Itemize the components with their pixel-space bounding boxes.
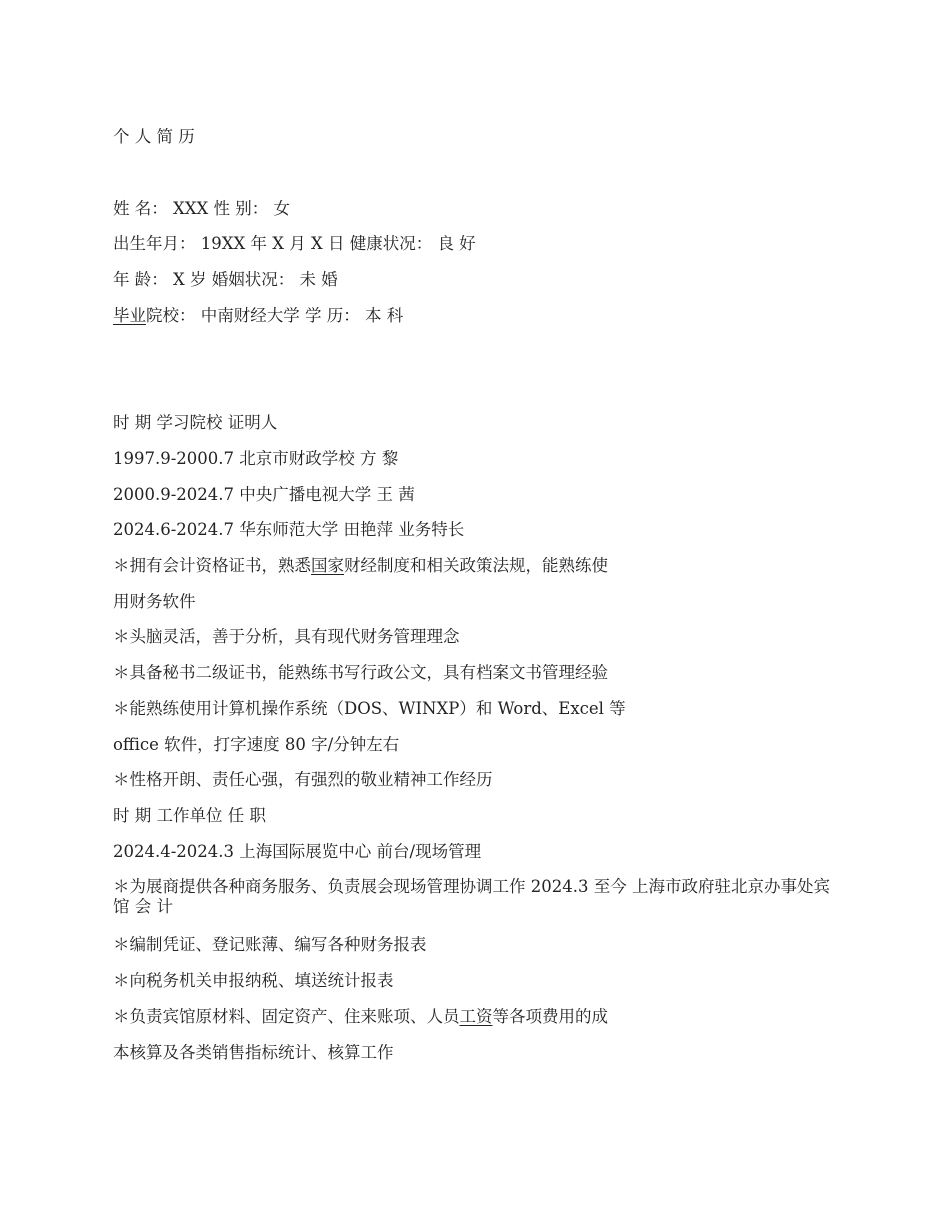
education-row: 2000.9-2024.7 中央广播电视大学 王 茜 (113, 485, 415, 504)
work-item-continued: 本核算及各类销售指标统计、核算工作 (113, 1043, 394, 1062)
work-item: ＊向税务机关申报纳税、填送统计报表 (113, 971, 394, 990)
underlined-word: 工资 (459, 1007, 493, 1026)
education-header: 时 期 学习院校 证明人 (113, 413, 278, 432)
skill-item: ＊具备秘书二级证书，能熟练书写行政公文，具有档案文书管理经验 (113, 663, 608, 682)
basic-info-age-marriage: 年 龄： X 岁 婚姻状况： 未 婚 (113, 270, 338, 289)
skill-item-continued: 用财务软件 (113, 592, 196, 611)
work-text: ＊负责宾馆原材料、固定资产、住来账项、人员 (113, 1007, 460, 1026)
underlined-word: 毕业 (113, 306, 146, 325)
work-item (113, 1007, 608, 1027)
basic-info-name-gender: 姓 名： XXX 性 别： 女 (113, 199, 290, 218)
underlined-word: 国家 (311, 556, 344, 575)
work-text: 等各项费用的成 (492, 1007, 608, 1026)
skill-item: ＊能熟练使用计算机操作系统（DOS、WINXP）和 Word、Excel 等 (113, 699, 626, 718)
work-header: 时 期 工作单位 任 职 (113, 806, 266, 825)
skill-item: ＊头脑灵活，善于分析，具有现代财务管理理念 (113, 627, 460, 646)
work-item: ＊为展商提供各种商务服务、负责展会现场管理协调工作 2024.3 至今 上海市政府驻北京办事处宾馆 会 计 (113, 877, 830, 916)
skill-text: ＊拥有会计资格证书，熟悉 (113, 556, 311, 575)
education-row: 2024.6-2024.7 华东师范大学 田艳萍 业务特长 (113, 520, 465, 539)
work-row: 2024.4-2024.3 上海国际展览中心 前台/现场管理 (113, 842, 482, 861)
education-row: 1997.9-2000.7 北京市财政学校 方 黎 (113, 449, 399, 468)
work-item: ＊编制凭证、登记账薄、编写各种财务报表 (113, 935, 427, 954)
skill-item: ＊性格开朗、责任心强，有强烈的敬业精神工作经历 (113, 770, 493, 789)
basic-info-school-degree (113, 306, 403, 326)
skill-item-continued: office 软件，打字速度 80 字/分钟左右 (113, 735, 400, 754)
basic-info-birth-health: 出生年月： 19XX 年 X 月 X 日 健康状况： 良 好 (113, 234, 476, 253)
skill-text: 财经制度和相关政策法规，能熟练使 (344, 556, 608, 575)
school-degree-text: 院校： 中南财经大学 学 历： 本 科 (146, 306, 404, 325)
page-title: 个 人 简 历 (113, 127, 195, 146)
skill-item (113, 556, 608, 576)
